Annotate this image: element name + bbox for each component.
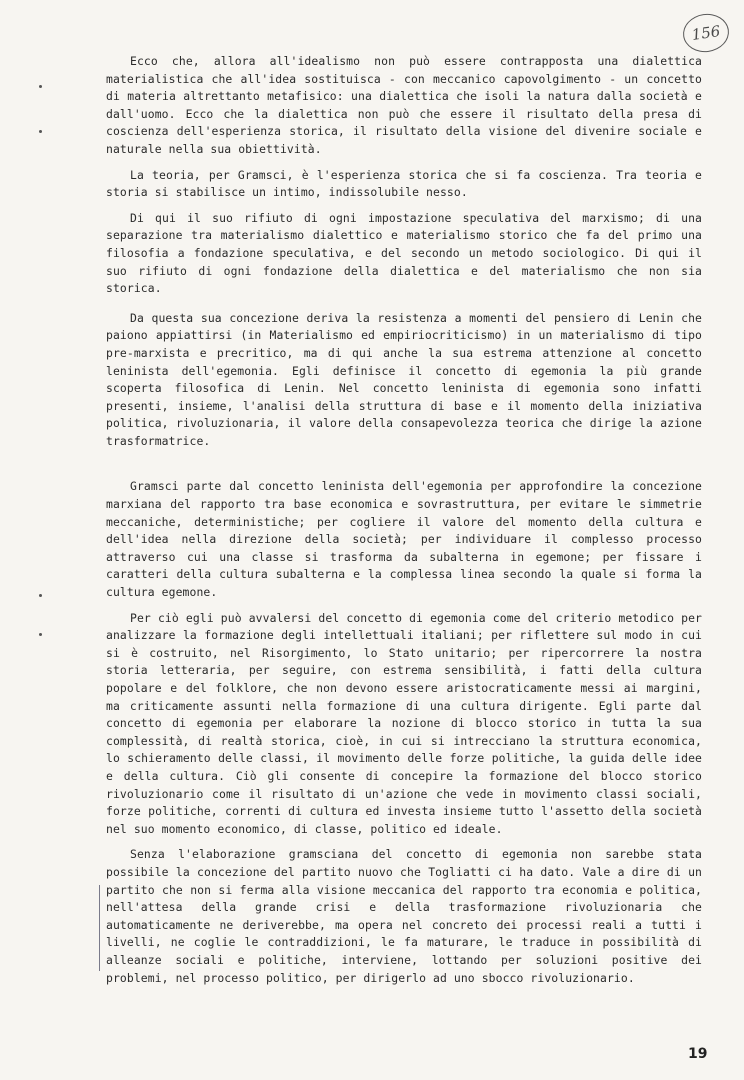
paragraph-4: Da questa sua concezione deriva la resistenza a momenti del pensiero di Lenin che paiono appiattirsi (in Materialismo ed empiriocriticismo) in un materialismo di tipo pre-marxista e precritico, ma di qui anche la sua estrema attenzione al concetto leninista dell'egemonia. Egli definisce il concetto di egemonia la più grande scoperta filosofica di Lenin. Nel concetto leninista di egemonia sono infatti presenti, insieme, l'analisi della struttura di base e il momento della iniziativa politica, rivoluzionaria, il valore della consapevolezza teorica che dirige la azione trasformatrice. bbox=[106, 310, 702, 448]
margin-dot bbox=[39, 130, 42, 133]
margin-dot bbox=[39, 633, 42, 636]
margin-dot bbox=[39, 594, 42, 597]
margin-mark bbox=[99, 885, 100, 971]
paragraph-1: Ecco che, allora all'idealismo non può essere contrapposta una dialettica materialistica che all'idea sostituisca - con meccanico capovolgimento - un concetto di materia altrettanto metafisico: una dialettica che isoli la natura dalla società e dall'uomo. Ecco che la dialettica non può che essere il risultato della presa di coscienza dell'esperienza storica, il risultato della visione del divenire sociale e naturale nella sua obiettività. bbox=[106, 54, 702, 156]
margin-dot bbox=[39, 85, 42, 88]
paragraph-7: Senza l'elaborazione gramsciana del concetto di egemonia non sarebbe stata possibile la concezione del partito nuovo che Togliatti ci ha dato. Vale a dire di un partito che non si ferma alla visione meccanica del rapporto tra economia e politica, nell'attesa della grande crisi e della trasformazione rivoluzionaria che automaticamente ne deriverebbe, ma opera nel concreto dei processi reali a tutti i livelli, ne coglie le contraddizioni, le fa maturare, le traduce in possibilità di alleanze sociali e politiche, interviene, lottando per soluzioni positive dei problemi, nel processo politico, per dirigerlo ad uno sbocco rivoluzionario. bbox=[106, 847, 702, 985]
paragraph-6: Per ciò egli può avvalersi del concetto di egemonia come del criterio metodico per analizzare la formazione degli intellettuali italiani; per riflettere sul modo in cui si è costruito, nel Risorgimento, lo Stato unitario; per ripercorrere la nostra storia letteraria, per seguire, con estrema sensibilità, i fatti della cultura popolare e del folklore, che non devono essere aristocraticamente messi ai margini, ma criticamente assunti nella formazione di una cultura dirigente. Egli parte dal concetto di egemonia per elaborare la nozione di blocco storico in tutta la sua complessità, di realtà storica, cioè, in cui si intrecciano la struttura economica, lo schieramento delle classi, il movimento delle forze politiche, la guida delle idee e della cultura. Ciò gli consente di concepire la formazione del blocco storico rivoluzionario come il risultato di un'azione che vede in movimento classi sociali, forze politiche, correnti di cultura ed investa insieme tutto l'assetto della società nel suo momento economico, di classe, politico ed ideale. bbox=[106, 610, 702, 836]
paragraph-2: La teoria, per Gramsci, è l'esperienza storica che si fa coscienza. Tra teoria e storia si stabilisce un intimo, indissolubile nesso. bbox=[106, 167, 702, 200]
paragraph-5: Gramsci parte dal concetto leninista dell'egemonia per approfondire la concezione marxiana del rapporto tra base economica e sovrastruttura, per evitare le simmetrie meccaniche, deterministiche; per cogliere il valore del momento della cultura e dell'idea nella direzione della società; per individuare il complesso processo attraverso cui una classe si trasforma da subalterna in egemone; per fissare i caratteri della cultura subalterna e la complessa linea secondo la quale si forma la cultura egemone. bbox=[106, 479, 702, 600]
document-body bbox=[106, 53, 702, 987]
page-number: 19 bbox=[688, 1046, 708, 1062]
handwritten-page-annotation: 156 bbox=[681, 11, 732, 55]
paragraph-3: Di qui il suo rifiuto di ogni impostazione speculativa del marxismo; di una separazione tra materialismo dialettico e materialismo storico che fa del primo una filosofia a fondazione speculativa, e del secondo un metodo sociologico. Di qui il suo rifiuto di ogni fondazione della dialettica e del materialismo che non sia storica. bbox=[106, 210, 702, 296]
